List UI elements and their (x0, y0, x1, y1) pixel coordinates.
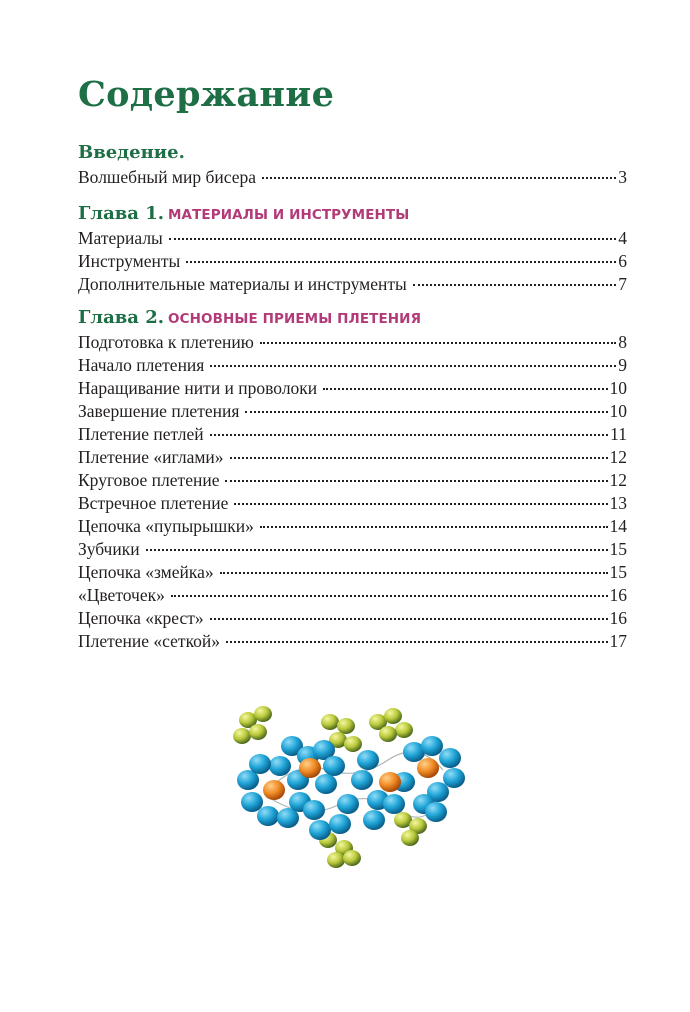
toc-entry-title: Цепочка «пупырышки» (78, 516, 254, 536)
toc-entry-title: Цепочка «змейка» (78, 562, 214, 582)
toc-entry-page: 3 (618, 167, 627, 187)
toc-entry-page: 17 (609, 631, 627, 651)
toc-entry[interactable] (78, 423, 627, 446)
toc-entry[interactable] (78, 584, 627, 607)
toc-entry-page: 10 (609, 378, 627, 398)
toc-entry[interactable] (78, 354, 627, 377)
toc-entry[interactable] (78, 538, 627, 561)
toc-entry-title: Плетение «иглами» (78, 447, 224, 467)
toc-entry[interactable] (78, 273, 627, 296)
toc-entry-title: Плетение «сеткой» (78, 631, 221, 651)
table-of-contents (78, 140, 627, 653)
toc-entry[interactable] (78, 227, 627, 250)
toc-entry-title: Цепочка «крест» (78, 608, 204, 628)
dot-leader (234, 503, 607, 505)
toc-entry-page: 4 (618, 228, 627, 248)
toc-entry-page: 6 (618, 251, 627, 271)
dot-leader (220, 572, 608, 574)
section-subheading: ОСНОВНЫЕ ПРИЕМЫ ПЛЕТЕНИЯ (168, 311, 422, 327)
toc-entry[interactable] (78, 446, 627, 469)
toc-entry-page: 8 (618, 332, 627, 352)
dot-leader (210, 618, 608, 620)
toc-entry-page: 10 (609, 401, 627, 421)
toc-entry-title: Подготовка к плетению (78, 332, 254, 352)
toc-entry-page: 12 (609, 470, 627, 490)
dot-leader (262, 177, 616, 179)
toc-entry-page: 9 (618, 355, 627, 375)
toc-entry[interactable] (78, 630, 627, 653)
toc-entry-title: Завершение плетения (78, 401, 240, 421)
toc-entry[interactable] (78, 607, 627, 630)
toc-entry-page: 11 (610, 424, 627, 444)
dot-leader (260, 526, 608, 528)
section-heading (78, 305, 627, 331)
toc-entry[interactable] (78, 561, 627, 584)
toc-entry-title: Зубчики (78, 539, 140, 559)
dot-leader (245, 411, 607, 413)
toc-entry-title: «Цветочек» (78, 585, 165, 605)
toc-entry-title: Инструменты (78, 251, 181, 271)
dot-leader (323, 388, 607, 390)
toc-entry[interactable] (78, 400, 627, 423)
dot-leader (225, 480, 607, 482)
toc-entry-title: Наращивание нити и проволоки (78, 378, 318, 398)
toc-entry[interactable] (78, 469, 627, 492)
page-title: Содержание (78, 74, 335, 115)
dot-leader (210, 365, 616, 367)
toc-entry-title: Встречное плетение (78, 493, 229, 513)
toc-entry[interactable] (78, 377, 627, 400)
toc-section-chapter-2 (78, 305, 627, 653)
beaded-flower-chain-image (228, 700, 468, 870)
toc-entry-title: Круговое плетение (78, 470, 220, 490)
dot-leader (171, 595, 608, 597)
dot-leader (413, 284, 616, 286)
section-heading (78, 140, 627, 166)
dot-leader (186, 261, 616, 263)
section-heading-label: Введение. (78, 142, 185, 163)
toc-entry-page: 7 (618, 274, 627, 294)
toc-entry-page: 16 (609, 585, 627, 605)
toc-entry-title: Начало плетения (78, 355, 205, 375)
toc-entry-page: 15 (609, 562, 627, 582)
toc-entry[interactable] (78, 250, 627, 273)
section-heading (78, 201, 627, 227)
dot-leader (146, 549, 608, 551)
toc-entry-title: Дополнительные материалы и инструменты (78, 274, 407, 294)
section-heading-label: Глава 2. (78, 307, 165, 328)
toc-entry-page: 12 (609, 447, 627, 467)
toc-entry[interactable] (78, 331, 627, 354)
section-heading-label: Глава 1. (78, 203, 165, 224)
toc-entry[interactable] (78, 166, 627, 189)
toc-entry-title: Плетение петлей (78, 424, 204, 444)
dot-leader (260, 342, 616, 344)
toc-entry-page: 14 (609, 516, 627, 536)
toc-entry[interactable] (78, 492, 627, 515)
dot-leader (210, 434, 609, 436)
dot-leader (230, 457, 608, 459)
toc-entry-page: 15 (609, 539, 627, 559)
toc-entry-page: 13 (609, 493, 627, 513)
toc-entry[interactable] (78, 515, 627, 538)
toc-entry-page: 16 (609, 608, 627, 628)
toc-entry-title: Материалы (78, 228, 163, 248)
section-subheading: МАТЕРИАЛЫ И ИНСТРУМЕНТЫ (168, 207, 410, 223)
dot-leader (169, 238, 616, 240)
toc-entry-title: Волшебный мир бисера (78, 167, 257, 187)
toc-section-intro (78, 140, 627, 189)
toc-section-chapter-1 (78, 201, 627, 296)
dot-leader (226, 641, 607, 643)
